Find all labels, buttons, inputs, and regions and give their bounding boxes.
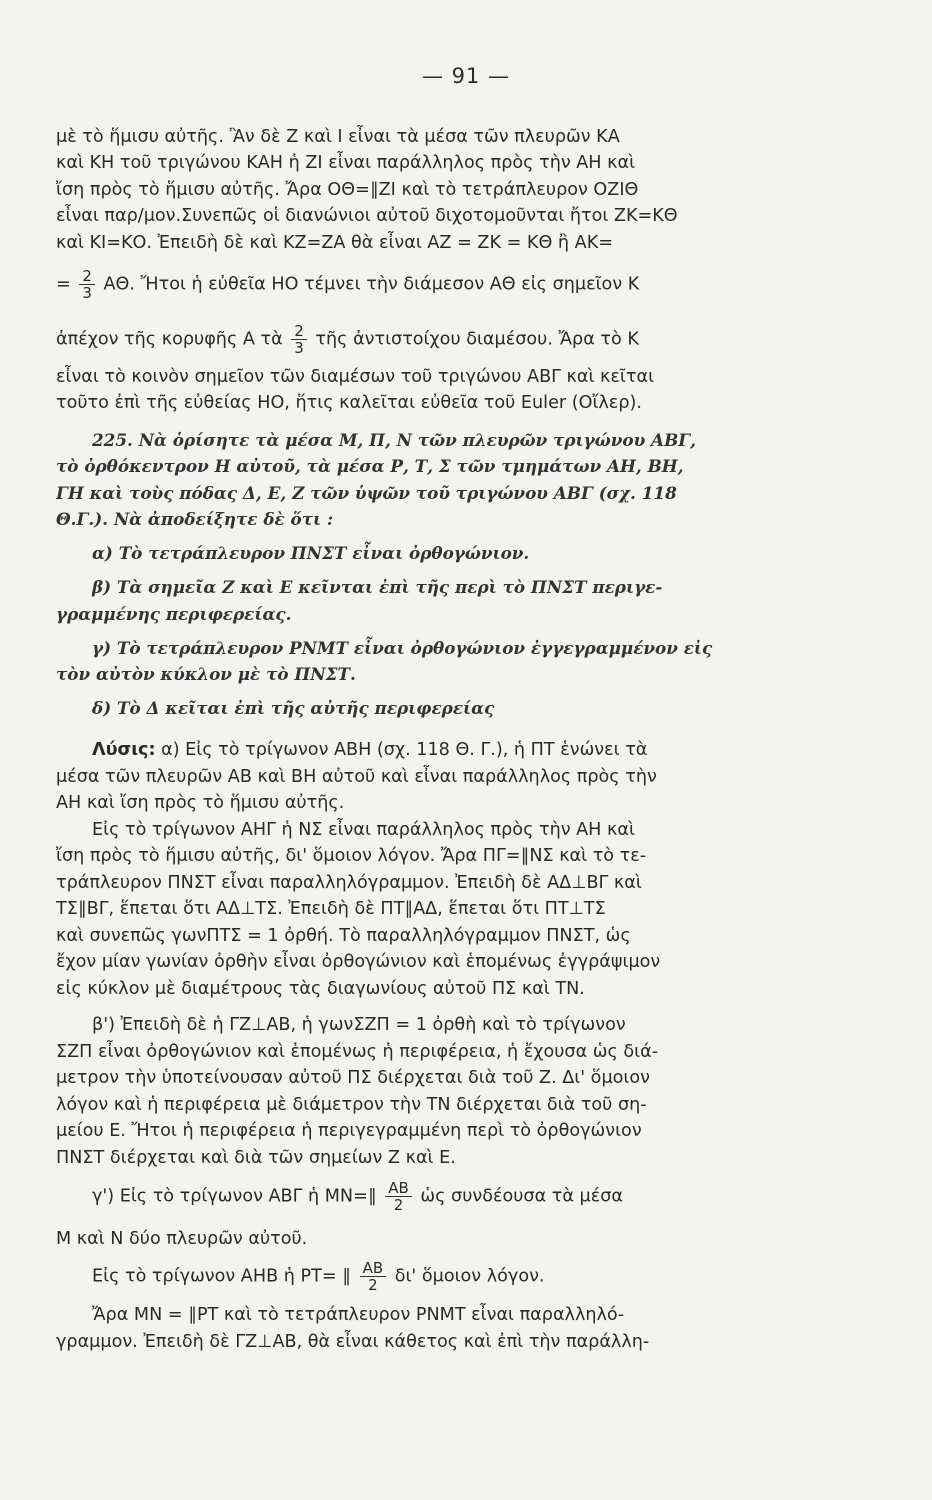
exercise-line: α) Τὸ τετράπλευρον ΠΝΣΤ εἶναι ὀρθογώνιον. <box>92 543 530 563</box>
text-line: γραμμον. Ἐπειδὴ δὲ ΓΖ⊥ΑΒ, θὰ εἶναι κάθετος καὶ ἐπὶ τὴν παράλλη- <box>56 1332 650 1352</box>
text-line: ἴση πρὸς τὸ ἥμισυ αὐτῆς. Ἄρα ΟΘ=∥ΖΙ καὶ τὸ τετράπλευρον ΟΖΙΘ <box>56 180 639 200</box>
fraction-numerator: 2 <box>291 323 307 340</box>
text-line: εἶναι τὸ κοινὸν σημεῖον τῶν διαμέσων τοῦ τριγώνου ΑΒΓ καὶ κεῖται <box>56 367 655 387</box>
text-line: καὶ ΚΙ=ΚΟ. Ἐπειδὴ δὲ καὶ ΚΖ=ΖΑ θὰ εἶναι ΑΖ = ΖΚ = ΚΘ ἢ ΑΚ= <box>56 233 613 253</box>
fraction-numerator: ΑΒ <box>360 1260 387 1277</box>
text-line: ΑΗ καὶ ἴση πρὸς τὸ ἥμισυ αὐτῆς. <box>56 793 345 813</box>
text-line-with-fraction <box>56 323 846 356</box>
fraction-denominator: 3 <box>294 339 304 356</box>
text-segment: γ') Εἰς τὸ τρίγωνον ΑΒΓ ἡ ΜΝ=∥ <box>92 1186 377 1207</box>
text-line: τράπλευρον ΠΝΣΤ εἶναι παραλληλόγραμμον. Ἐπειδὴ δὲ ΑΔ⊥ΒΓ καὶ <box>56 873 642 893</box>
exercise-line: τὸν αὐτὸν κύκλον μὲ τὸ ΠΝΣΤ. <box>56 664 356 684</box>
text-segment: τῆς ἀντιστοίχου διαμέσου. Ἄρα τὸ Κ <box>315 329 639 350</box>
text-segment: Εἰς τὸ τρίγωνον ΑΗΒ ἡ ΡΤ= ∥ <box>92 1266 351 1287</box>
text-segment: ΑΘ. Ἤτοι ἡ εὐθεῖα ΗΟ τέμνει τὴν διάμεσον ΑΘ εἰς σημεῖον Κ <box>103 274 640 295</box>
text-segment: δι' ὅμοιον λόγον. <box>394 1266 545 1287</box>
fraction-numerator: ΑΒ <box>385 1180 412 1197</box>
text-line: λόγον καὶ ἡ περιφέρεια μὲ διάμετρον τὴν ΤΝ διέρχεται διὰ τοῦ ση- <box>56 1095 647 1115</box>
exercise-line: β) Τὰ σημεῖα Ζ καὶ Ε κεῖνται ἐπὶ τῆς περὶ τὸ ΠΝΣΤ περιγε- <box>92 577 663 597</box>
exercise-line: δ) Τὸ Δ κεῖται ἐπὶ τῆς αὐτῆς περιφερείας <box>92 698 495 718</box>
text-line: Ἄρα ΜΝ = ∥ΡΤ καὶ τὸ τετράπλευρον ΡΝΜΤ εἶναι παραλληλό- <box>92 1305 625 1325</box>
solution-line <box>92 737 846 763</box>
exercise-line: τὸ ὀρθόκεντρον Η αὐτοῦ, τὰ μέσα Ρ, Τ, Σ τῶν τμημάτων ΑΗ, ΒΗ, <box>56 456 684 476</box>
fraction <box>79 268 95 301</box>
text-line: μείου Ε. Ἤτοι ἡ περιφέρεια ἡ περιγεγραμμένη περὶ τὸ ὀρθογώνιον <box>56 1121 642 1141</box>
text-line: μὲ τὸ ἥμισυ αὐτῆς. Ἂν δὲ Ζ καὶ Ι εἶναι τὰ μέσα τῶν πλευρῶν ΚΑ <box>56 127 620 147</box>
exercise-line: Θ.Γ.). Νὰ ἀποδείξητε δὲ ὅτι : <box>56 509 334 529</box>
text-segment: α) Εἰς τὸ τρίγωνον ΑΒΗ (σχ. 118 Θ. Γ.), ἡ ΠΤ ἑνώνει τὰ <box>161 740 648 760</box>
page-number: — 91 — <box>421 64 511 88</box>
text-line: εἰς κύκλον μὲ διαμέτρους τὰς διαγωνίους αὐτοῦ ΠΣ καὶ ΤΝ. <box>56 979 585 999</box>
exercise-line: γραμμένης περιφερείας. <box>56 604 292 624</box>
fraction <box>291 323 307 356</box>
solution-label: Λύσις: <box>92 740 156 760</box>
text-line: ΣΖΠ εἶναι ὀρθογώνιον καὶ ἑπομένως ἡ περιφέρεια, ἡ ἔχουσα ὡς διά- <box>56 1042 659 1062</box>
fraction-denominator: 2 <box>368 1276 378 1293</box>
text-line: β') Ἐπειδὴ δὲ ἡ ΓΖ⊥ΑΒ, ἡ γωνΣΖΠ = 1 ὀρθὴ καὶ τὸ τρίγωνον <box>92 1015 626 1035</box>
fraction <box>360 1260 387 1293</box>
text-line: ΠΝΣΤ διέρχεται καὶ διὰ τῶν σημείων Ζ καὶ Ε. <box>56 1148 456 1168</box>
text-line: ἔχον μίαν γωνίαν ὀρθὴν εἶναι ὀρθογώνιον καὶ ἑπομένως ἐγγράψιμον <box>56 952 661 972</box>
text-line: καὶ συνεπῶς γωνΠΤΣ = 1 ὀρθή. Τὸ παραλληλόγραμμον ΠΝΣΤ, ὡς <box>56 926 631 946</box>
text-segment: ἀπέχον τῆς κορυφῆς Α τὰ <box>56 329 283 350</box>
fraction-denominator: 2 <box>393 1196 404 1213</box>
text-line: ΤΣ∥ΒΓ, ἕπεται ὅτι ΑΔ⊥ΤΣ. Ἐπειδὴ δὲ ΠΤ∥ΑΔ, ἕπεται ὅτι ΠΤ⊥ΤΣ <box>56 899 606 919</box>
text-line: τοῦτο ἐπὶ τῆς εὐθείας ΗΟ, ἥτις καλεῖται εὐθεῖα τοῦ Euler (Οἴλερ). <box>56 393 642 413</box>
fraction-denominator: 3 <box>82 284 92 301</box>
text-line: εἶναι παρ/μον.Συνεπῶς οἱ διανώνιοι αὐτοῦ διχοτομοῦνται ἤτοι ΖΚ=ΚΘ <box>56 206 678 226</box>
text-line-with-fraction <box>92 1180 846 1213</box>
exercise-line: ΓΗ καὶ τοὺς πόδας Δ, Ε, Ζ τῶν ὑψῶν τοῦ τριγώνου ΑΒΓ (σχ. 118 <box>56 483 677 503</box>
exercise-line: γ) Τὸ τετράπλευρον ΡΝΜΤ εἶναι ὀρθογώνιον ἐγγεγραμμένον εἰς <box>92 638 713 658</box>
text-segment: ὡς συνδέουσα τὰ μέσα <box>420 1186 623 1207</box>
text-line-with-fraction <box>56 268 846 301</box>
text-line: μέσα τῶν πλευρῶν ΑΒ καὶ ΒΗ αὐτοῦ καὶ εἶναι παράλληλος πρὸς τὴν <box>56 767 657 787</box>
text-line: καὶ ΚΗ τοῦ τριγώνου ΚΑΗ ἡ ΖΙ εἶναι παράλληλος πρὸς τὴν ΑΗ καὶ <box>56 153 636 173</box>
fraction-numerator: 2 <box>79 268 95 285</box>
text-line: ἴση πρὸς τὸ ἥμισυ αὐτῆς, δι' ὅμοιον λόγον. Ἄρα ΠΓ=∥ΝΣ καὶ τὸ τε- <box>56 846 647 866</box>
fraction <box>385 1180 412 1213</box>
text-segment: = <box>56 274 71 295</box>
text-line: μετρον τὴν ὑποτείνουσαν αὐτοῦ ΠΣ διέρχεται διὰ τοῦ Ζ. Δι' ὅμοιον <box>56 1068 650 1088</box>
text-line-with-fraction <box>92 1260 846 1293</box>
text-line: Εἰς τὸ τρίγωνον ΑΗΓ ἡ ΝΣ εἶναι παράλληλος πρὸς τὴν ΑΗ καὶ <box>92 820 635 840</box>
exercise-line: 225. Νὰ ὁρίσητε τὰ μέσα Μ, Π, Ν τῶν πλευρῶν τριγώνου ΑΒΓ, <box>92 430 697 450</box>
text-line: Μ καὶ Ν δύο πλευρῶν αὐτοῦ. <box>56 1229 308 1249</box>
